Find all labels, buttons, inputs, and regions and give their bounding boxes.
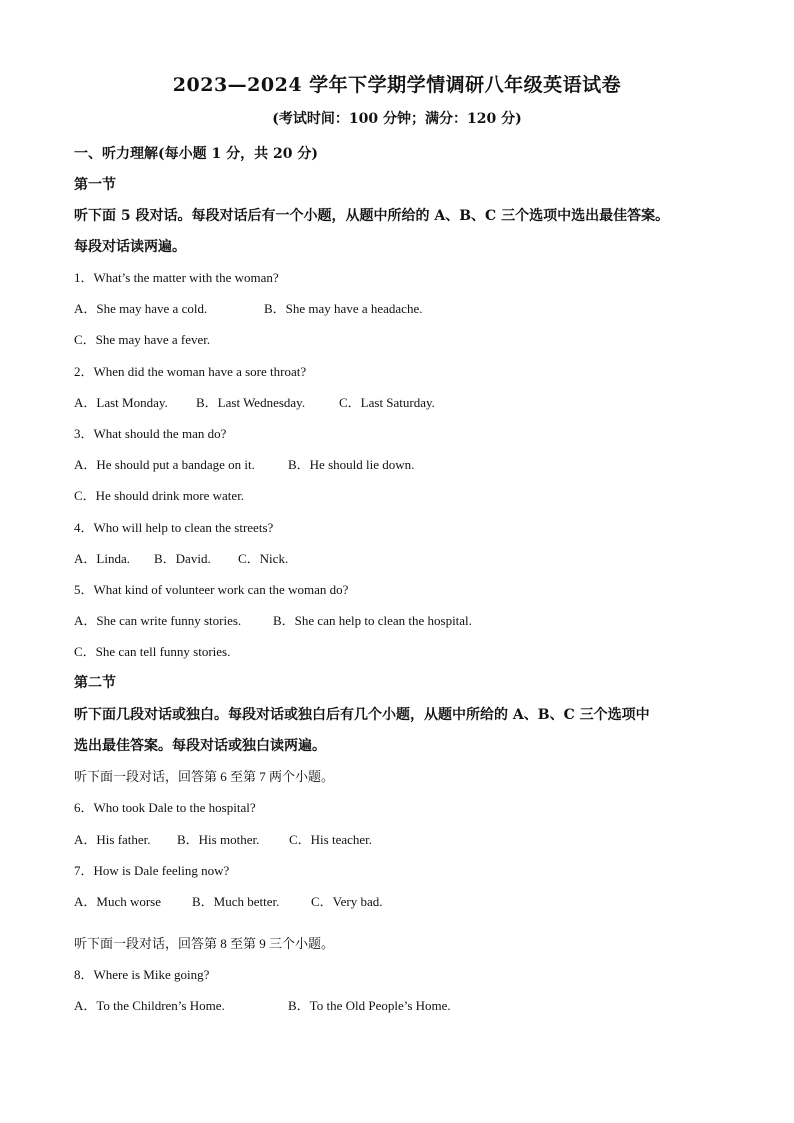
group-instruction: 听下面一段对话，回答第 6 至第 7 两个小题。 xyxy=(74,769,335,784)
part1-instruction-cont: 每段对话读两遍。 xyxy=(74,239,186,255)
answer-options xyxy=(74,891,383,910)
option-a[interactable]: A．She can write funny stories. xyxy=(74,613,242,628)
option-a[interactable]: A．Linda. xyxy=(74,551,130,566)
part2-instruction: 听下面几段对话或独白。每段对话或独白后有几个小题，从题中所给的 A、B、C 三个选项中 xyxy=(74,707,650,723)
option-b[interactable]: B．She may have a headache. xyxy=(264,301,423,316)
answer-options xyxy=(74,610,472,629)
part2-label: 第二节 xyxy=(74,675,116,691)
part2-instruction-cont: 选出最佳答案。每段对话或独白读两遍。 xyxy=(74,738,326,754)
option-c[interactable]: C．Very bad. xyxy=(311,894,383,909)
option-b[interactable]: B．His mother. xyxy=(177,832,260,847)
option-a[interactable]: A．His father. xyxy=(74,832,151,847)
answer-options xyxy=(74,829,372,848)
question-stem: 1．What’s the matter with the woman? xyxy=(74,270,279,285)
option-c[interactable]: C．His teacher. xyxy=(289,832,373,847)
answer-options xyxy=(74,392,435,411)
option-b[interactable]: B．She can help to clean the hospital. xyxy=(273,613,472,628)
option-c[interactable]: C．She may have a fever. xyxy=(74,332,211,347)
question-stem: 4．Who will help to clean the streets? xyxy=(74,520,274,535)
option-c[interactable]: C．She can tell funny stories. xyxy=(74,644,231,659)
option-a[interactable]: A．She may have a cold. xyxy=(74,301,208,316)
answer-options xyxy=(74,548,288,567)
group-instruction: 听下面一段对话，回答第 8 至第 9 三个小题。 xyxy=(74,936,335,951)
answer-options xyxy=(74,454,414,473)
part1-instruction: 听下面 5 段对话。每段对话后有一个小题，从题中所给的 A、B、C 三个选项中选出最佳答案。 xyxy=(74,208,670,224)
question-stem: 3．What should the man do? xyxy=(74,426,227,441)
exam-subtitle: (考试时间：100 分钟；满分：120 分) xyxy=(272,111,522,127)
question-stem: 2．When did the woman have a sore throat? xyxy=(74,364,307,379)
question-stem: 7．How is Dale feeling now? xyxy=(74,863,230,878)
option-a[interactable]: A．To the Children’s Home. xyxy=(74,998,225,1013)
option-a[interactable]: A．Much worse xyxy=(74,894,162,909)
option-b[interactable]: B．He should lie down. xyxy=(288,457,415,472)
option-b[interactable]: B．Much better. xyxy=(192,894,280,909)
part1-label: 第一节 xyxy=(74,177,116,193)
option-a[interactable]: A．He should put a bandage on it. xyxy=(74,457,255,472)
option-a[interactable]: A．Last Monday. xyxy=(74,395,168,410)
exam-title: 2023—2024 学年下学期学情调研八年级英语试卷 xyxy=(172,74,622,96)
answer-options xyxy=(74,995,451,1014)
option-b[interactable]: B．David. xyxy=(154,551,211,566)
option-c[interactable]: C．Nick. xyxy=(238,551,289,566)
question-stem: 6．Who took Dale to the hospital? xyxy=(74,800,256,815)
answer-options xyxy=(74,298,422,317)
option-b[interactable]: B．Last Wednesday. xyxy=(196,395,306,410)
question-stem: 8．Where is Mike going? xyxy=(74,967,210,982)
question-stem: 5．What kind of volunteer work can the woman do? xyxy=(74,582,349,597)
option-c[interactable]: C．He should drink more water. xyxy=(74,488,245,503)
section-heading: 一、听力理解(每小题 1 分，共 20 分) xyxy=(74,146,318,162)
option-b[interactable]: B．To the Old People’s Home. xyxy=(288,998,451,1013)
option-c[interactable]: C．Last Saturday. xyxy=(339,395,435,410)
